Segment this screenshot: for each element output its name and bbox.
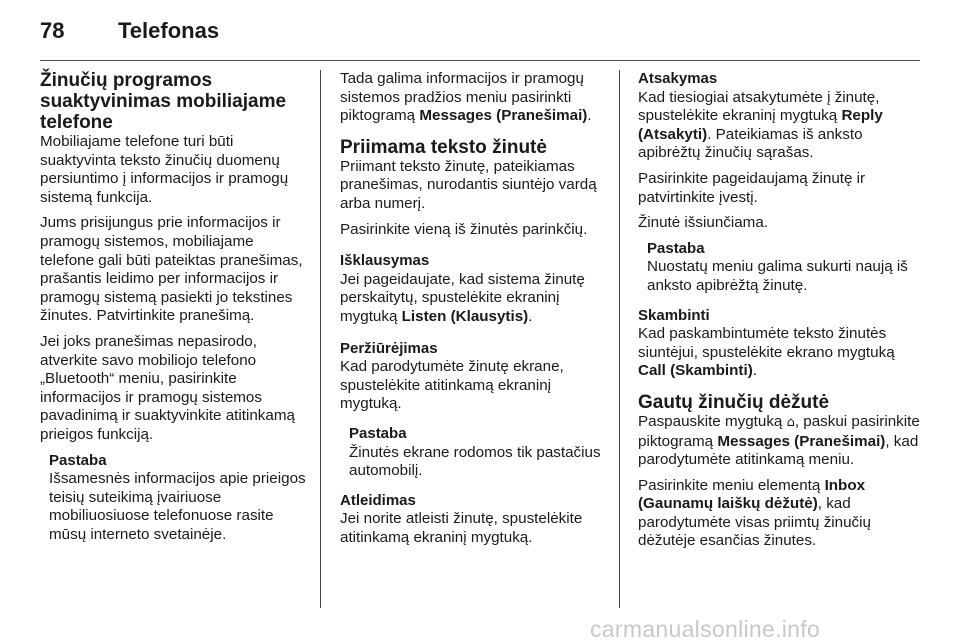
- page-title: Telefonas: [118, 18, 220, 43]
- section-heading-inbox: Gautų žinučių dėžutė: [638, 391, 830, 413]
- subheading-dismiss: Atleidimas: [340, 491, 416, 509]
- paragraph: Jei joks pranešimas nepasirodo, atverkite savo mobiliojo telefono „Bluetooth“ meniu, pasirinkite informacijos ir pramogų sistemos pavadinimą ir suaktyvinkite atitinkamą prieigos funkciją.: [40, 332, 295, 443]
- ui-label: Call (Skambinti): [638, 362, 753, 380]
- column-3: [638, 70, 920, 558]
- watermark: carmanualsonline.info: [590, 616, 821, 642]
- note-text: Išsamesnės informacijos apie prieigos teisių suteikimą įvairiuose mobiliuosiuose telefonuose rasite mūsų interneto svetainėje.: [49, 470, 306, 543]
- paragraph: Žinutė išsiunčiama.: [638, 214, 768, 232]
- section-heading-activation: Žinučių programos suaktyvinimas mobiliajame telefone: [40, 70, 287, 133]
- page-number: 78: [40, 18, 65, 43]
- paragraph: Pasirinkite meniu elementą Inbox (Gaunamų laiškų dėžutė), kad parodytumėte visas priimtų žinučių dėžutėje esančias žinutes.: [638, 476, 871, 550]
- paragraph: Pasirinkite vieną iš žinutės parinkčių.: [340, 220, 588, 238]
- note-box: [340, 425, 610, 481]
- note-title: Pastaba: [49, 451, 107, 469]
- column-divider-2: [619, 70, 620, 608]
- paragraph: Paspauskite mygtuką ⌂, paskui pasirinkite piktogramą Messages (Pranešimai), kad parodytumėte atitinkamą meniu.: [638, 412, 920, 469]
- note-title: Pastaba: [647, 239, 705, 257]
- ui-label: Reply (Atsakyti): [638, 107, 883, 143]
- note-box: [638, 240, 920, 296]
- ui-label: Messages (Pranešimai): [419, 107, 588, 125]
- page-header: [40, 18, 219, 48]
- subheading-call: Skambinti: [638, 306, 710, 324]
- paragraph: Mobiliajame telefone turi būti suaktyvinta teksto žinučių duomenų persiuntimo į informacijos ir pramogų sistemą funkcija.: [40, 133, 289, 206]
- column-2: [340, 70, 610, 554]
- paragraph: Priimant teksto žinutę, pateikiamas pranešimas, nurodantis siuntėjo vardą arba numerį.: [340, 157, 597, 212]
- note-box: [40, 452, 308, 545]
- paragraph: Jei pageidaujate, kad sistema žinutę perskaitytų, spustelėkite ekraninį mygtuką Listen (Klausytis).: [340, 270, 585, 325]
- subheading-listen: Išklausymas: [340, 252, 430, 270]
- column-1: [40, 70, 308, 551]
- ui-label: Listen (Klausytis): [401, 307, 529, 325]
- paragraph: Kad paskambintumėte teksto žinutės siuntėjui, spustelėkite ekrano mygtuką Call (Skambinti).: [638, 325, 895, 380]
- subheading-reply: Atsakymas: [638, 70, 718, 87]
- paragraph: Tada galima informacijos ir pramogų sistemos pradžios meniu pasirinkti piktogramą Messages (Pranešimai).: [340, 70, 592, 125]
- section-heading-incoming: Priimama teksto žinutė: [340, 136, 547, 158]
- note-text: Nuostatų meniu galima sukurti naują iš anksto apibrėžtą žinutę.: [647, 258, 908, 294]
- ui-label: Inbox (Gaunamų laiškų dėžutė): [638, 476, 866, 513]
- note-text: Žinutės ekrane rodomos tik pastačius automobilį.: [349, 443, 601, 480]
- paragraph: Kad parodytumėte žinutę ekrane, spustelėkite atitinkamą ekraninį mygtuką.: [340, 358, 564, 413]
- paragraph: Pasirinkite pageidaujamą žinutę ir patvirtinkite įvestį.: [638, 169, 866, 206]
- home-icon: ⌂: [786, 414, 795, 430]
- header-rule: [40, 60, 920, 61]
- paragraph: Kad tiesiogiai atsakytumėte į žinutę, spustelėkite ekraninį mygtuką Reply (Atsakyti). Pateikiamas iš anksto apibrėžtų žinučių sąrašas.: [638, 88, 883, 162]
- subheading-view: Peržiūrėjimas: [340, 339, 438, 357]
- paragraph: Jums prisijungus prie informacijos ir pramogų sistemos, mobiliajame telefone gali būti pateiktas pranešimas, prašantis leidimo per informacijos ir pramogų sistemą pasiekti jo tekstines žinutes. Patvirtinkite pranešimą.: [40, 214, 303, 325]
- paragraph: Jei norite atleisti žinutę, spustelėkite atitinkamą ekraninį mygtuką.: [340, 510, 583, 546]
- column-divider-1: [320, 70, 321, 608]
- ui-label: Messages (Pranešimai): [717, 432, 886, 450]
- note-title: Pastaba: [349, 424, 407, 442]
